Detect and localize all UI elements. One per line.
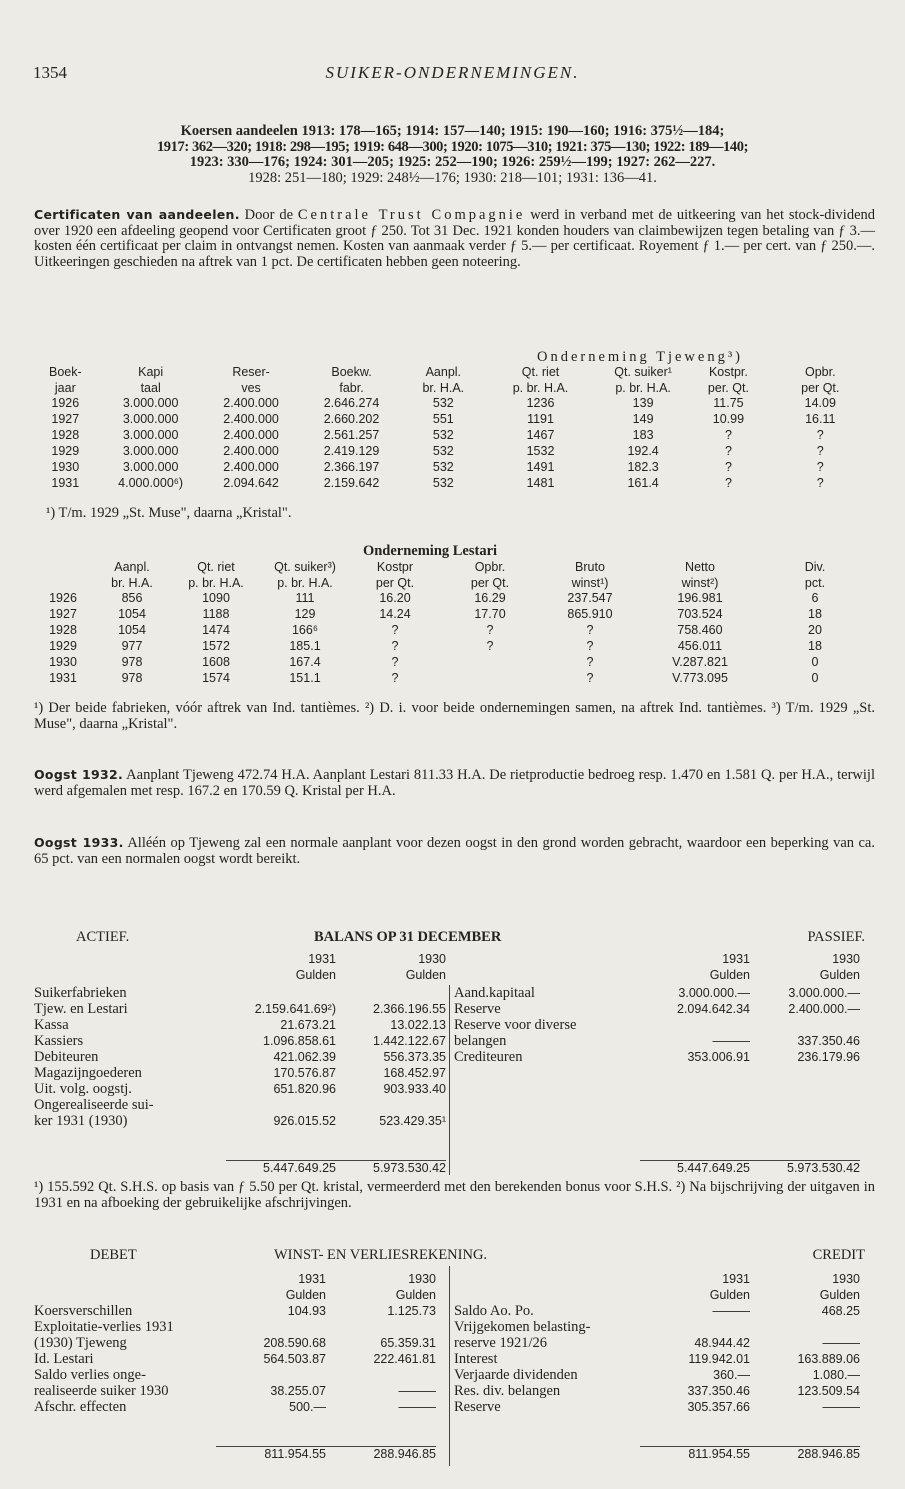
table1-header-row-2: jaar taal ves fabr. br. H.A. p. br. H.A. p. br. H.A. per. Qt. per Qt.: [54, 380, 840, 395]
oogst-1932-lead: Oogst 1932.: [34, 767, 124, 782]
table-cell: 139: [632, 396, 654, 411]
table-cell: 532: [432, 396, 454, 411]
table-cell: 2.094.642: [223, 476, 279, 491]
table-row: [34, 607, 870, 623]
winst-debet-label: DEBET: [90, 1247, 137, 1263]
table-row: [34, 655, 870, 671]
table-cell: 2.400.000: [223, 460, 279, 475]
table-cell: 161.4: [627, 476, 659, 491]
ledger-label: Debiteuren: [34, 1049, 99, 1066]
table2-body: [34, 591, 870, 687]
ledger-amount: ———: [398, 1400, 436, 1415]
ledger-label: Magazijngoederen: [34, 1065, 142, 1082]
oogst-1932-paragraph: Oogst 1932. Aanplant Tjeweng 472.74 H.A. Aanplant Lestari 811.33 H.A. De rietproductie bedroeg resp. 1.470 en 1.581 Q. per H.A., terwijl werd afgemalen met resp. 167.2 en 170.59 Q. Kristal per H.A.: [34, 767, 875, 799]
table-row: [34, 460, 870, 476]
balans-passief-label: PASSIEF.: [807, 929, 865, 945]
ledger-amount: 163.889.06: [797, 1352, 860, 1367]
ledger-label: Verjaarde dividenden: [454, 1367, 578, 1384]
ledger-label: belangen: [454, 1033, 507, 1050]
ledger-amount: 2.400.000.—: [788, 1002, 860, 1017]
winst-left-colheads: 1931 1930 Gulden Gulden: [285, 1272, 436, 1302]
table-cell: ?: [586, 639, 594, 654]
ledger-amount: 21.673.21: [280, 1018, 336, 1033]
ledger-row: [454, 1002, 860, 1018]
table-cell: 2.159.642: [323, 476, 380, 491]
ledger-row: [34, 1320, 436, 1336]
ledger-row: [34, 1082, 446, 1098]
table-cell: 167.4: [289, 655, 321, 670]
table-cell: 2.400.000: [223, 428, 279, 443]
table-cell: 1926: [51, 396, 80, 411]
ledger-row: [454, 1400, 860, 1416]
table-cell: 1054: [118, 607, 146, 622]
table-cell: ?: [586, 655, 594, 670]
ledger-amount: 2.159.641.69²): [254, 1002, 336, 1017]
table-cell: ?: [816, 460, 824, 475]
table-cell: 14.24: [379, 607, 411, 622]
winst-divider: [449, 1266, 450, 1466]
ledger-amount: 208.590.68: [263, 1336, 326, 1351]
certificaten-company: Centrale Trust Compagnie: [297, 207, 526, 223]
ledger-amount: [640, 1018, 750, 1034]
ledger-row: [454, 1018, 860, 1034]
table-cell: 237.547: [567, 591, 613, 606]
table-cell: 1574: [202, 671, 230, 686]
table1-header-row-1: Boek- Kapi Reser- Boekw. Aanpl. Qt. riet Qt. suiker¹ Kostpr. Opbr.: [48, 365, 836, 379]
table-cell: 1930: [51, 460, 80, 475]
ledger-label: Suikerfabrieken: [34, 985, 127, 1002]
ledger-label: Afschr. effecten: [34, 1399, 127, 1416]
table-row: [34, 444, 870, 460]
running-title: SUIKER-ONDERNEMINGEN.: [325, 63, 580, 82]
table-cell: 129: [294, 607, 316, 622]
table-cell: 149: [632, 412, 654, 427]
ledger-label: Interest: [454, 1351, 498, 1368]
table-cell: 2.646.274: [323, 396, 380, 411]
table2-header-row-2: br. H.A. p. br. H.A. p. br. H.A. per Qt. per Qt. winst¹) winst²) pct.: [111, 575, 826, 590]
balans-actief-table: [34, 986, 446, 1130]
table-row: [34, 476, 870, 492]
ledger-amount: 1.442.122.67: [373, 1034, 446, 1049]
ledger-amount: [226, 986, 336, 1002]
ledger-amount: ———: [822, 1400, 860, 1415]
page-number: 1354: [33, 63, 67, 82]
ledger-amount: [750, 1018, 860, 1034]
table-cell: 111: [295, 591, 315, 606]
ledger-amount: 38.255.07: [270, 1384, 326, 1399]
ledger-row: [34, 1098, 446, 1114]
table-cell: 185.1: [289, 639, 321, 654]
ledger-row: [454, 1352, 860, 1368]
koersen-block: [28, 124, 877, 186]
table-cell: ?: [816, 428, 824, 443]
ledger-amount: [640, 1320, 750, 1336]
balans-left-totals: 5.447.649.25 5.973.530.42: [226, 1160, 446, 1177]
ledger-row: [454, 1304, 860, 1320]
ledger-amount: 564.503.87: [263, 1352, 326, 1367]
table-cell: ?: [724, 460, 732, 475]
ledger-amount: 1.096.858.61: [263, 1034, 336, 1049]
ledger-amount: 2.366.196.55: [373, 1002, 446, 1017]
balans-heading: [34, 930, 865, 948]
ledger-row: [454, 1336, 860, 1352]
table1-footnote: ¹) T/m. 1929 „St. Muse", daarna „Kristal".: [46, 505, 292, 521]
balans-left-colheads: 1931 1930 Gulden Gulden: [295, 952, 446, 982]
ledger-row: [34, 1304, 436, 1320]
ledger-row: [34, 1050, 446, 1066]
table-cell: ?: [486, 623, 494, 638]
table-cell: 4.000.000⁶): [118, 476, 184, 491]
ledger-amount: [326, 1368, 436, 1384]
winst-heading: [34, 1248, 865, 1266]
table-cell: 703.524: [677, 607, 723, 622]
table-cell: 758.460: [677, 623, 723, 638]
table2-title: Onderneming Lestari: [362, 543, 498, 559]
table-cell: 1054: [118, 623, 146, 638]
balans-right-colheads: 1931 1930 Gulden Gulden: [709, 952, 860, 982]
ledger-amount: 2.094.642.34: [677, 1002, 750, 1017]
table-cell: 1236: [526, 396, 555, 411]
table-cell: 18: [808, 607, 822, 622]
ledger-amount: 337.350.46: [797, 1034, 860, 1049]
winst-debet-table: [34, 1304, 436, 1416]
table-cell: 2.660.202: [323, 412, 380, 427]
ledger-row: [454, 986, 860, 1002]
ledger-amount: ———: [398, 1384, 436, 1399]
ledger-amount: 168.452.97: [383, 1066, 446, 1081]
ledger-label: (1930) Tjeweng: [34, 1335, 127, 1352]
certificaten-paragraph: Certificaten van aandeelen. Door de Centrale Trust Compagnie werd in verband met de uitkeering van het stock-dividend over 1920 een afdeeling geopend voor Certificaten groot ƒ 250. Tot 31 Dec. 1921 konden houders van claimbewijzen tegen betaling van ƒ 3.— kosten één certificaat per claim in ontvangst nemen. Kosten van aanmaak verder ƒ 5.— per certificaat. Royement ƒ 1.— per cert. van ƒ 250.—. Uitkeeringen geschieden na aftrek van 1 pct. De certificaten hebben geen noteering.: [34, 207, 876, 270]
ledger-label: Saldo verlies onge-: [34, 1367, 146, 1384]
table-cell: 1931: [49, 671, 77, 686]
table-cell: 166⁶: [291, 623, 318, 638]
table-cell: [440, 655, 540, 671]
table-cell: 192.4: [627, 444, 659, 459]
table-cell: 1929: [49, 639, 77, 654]
winst-credit-label: CREDIT: [812, 1247, 865, 1263]
winst-credit-table: [454, 1304, 860, 1416]
table-cell: 151.1: [289, 671, 321, 686]
winst-right-totals: 811.954.55 288.946.85: [640, 1446, 860, 1463]
table-cell: 2.561.257: [323, 428, 380, 443]
table-cell: 1928: [51, 428, 80, 443]
ledger-row: [34, 1336, 436, 1352]
table1-body: [34, 396, 870, 492]
ledger-label: Aand.kapitaal: [454, 985, 535, 1002]
ledger-amount: 123.509.54: [797, 1384, 860, 1399]
table-cell: ?: [724, 444, 732, 459]
ledger-amount: 236.179.96: [797, 1050, 860, 1065]
balans-actief-label: ACTIEF.: [76, 929, 130, 945]
table2-footnote: ¹) Der beide fabrieken, vóór aftrek van Ind. tantièmes. ²) D. i. voor beide ondernemingen samen, na aftrek Ind. tantièmes. ³) T/m. 1929 „St. Muse", daarna „Kristal".: [34, 700, 875, 732]
table-cell: 10.99: [712, 412, 745, 427]
winst-right-colheads: 1931 1930 Gulden Gulden: [709, 1272, 860, 1302]
table-row: [34, 591, 870, 607]
ledger-row: [34, 1034, 446, 1050]
table-cell: ?: [391, 623, 399, 638]
table-cell: 6: [811, 591, 819, 606]
table-cell: V.773.095: [672, 671, 728, 686]
ledger-amount: [336, 1098, 446, 1114]
koersen-line-2: 1917: 362—320; 1918: 298—195; 1919: 648—300; 1920: 1075—310; 1921: 375—130; 1922: 189—140;: [156, 138, 749, 155]
ledger-row: [34, 1002, 446, 1018]
ledger-amount: 337.350.46: [687, 1384, 750, 1399]
balans-footnote: ¹) 155.592 Qt. S.H.S. op basis van ƒ 5.50 per Qt. kristal, vermeerderd met den berekenden bonus voor S.H.S. ²) Na bijschrijving der uitgaven in 1931 en na afboeking der gebruikelijke afschrijvingen.: [34, 1179, 875, 1211]
table-cell: 18: [808, 639, 822, 654]
ledger-row: [34, 1352, 436, 1368]
table-cell: ?: [724, 476, 732, 491]
ledger-amount: 170.576.87: [273, 1066, 336, 1081]
ledger-amount: 903.933.40: [383, 1082, 446, 1097]
ledger-row: [34, 1368, 436, 1384]
table-cell: 17.70: [474, 607, 506, 622]
table-row: [34, 428, 870, 444]
ledger-label: Crediteuren: [454, 1049, 523, 1066]
ledger-label: reserve 1921/26: [454, 1335, 548, 1352]
ledger-label: Ongerealiseerde sui-: [34, 1097, 154, 1114]
table-cell: ?: [724, 428, 732, 443]
ledger-label: ker 1931 (1930): [34, 1113, 128, 1130]
table-cell: ?: [586, 671, 594, 686]
table-cell: 1191: [527, 412, 554, 427]
table-cell: 16.29: [474, 591, 506, 606]
table-cell: 3.000.000: [122, 444, 179, 459]
table-cell: 865.910: [567, 607, 613, 622]
ledger-amount: 1.125.73: [387, 1304, 436, 1319]
table-cell: 183: [632, 428, 654, 443]
table-cell: 532: [432, 460, 454, 475]
ledger-amount: 353.006.91: [687, 1050, 750, 1065]
ledger-amount: 926.015.52: [273, 1114, 336, 1129]
table-cell: 1474: [202, 623, 230, 638]
oogst-1933-paragraph: Oogst 1933. Alléén op Tjeweng zal een normale aanplant voor dezen oogst in den grond worden gebracht, waardoor een beperking van ca. 65 pct. van een normalen oogst wordt bereikt.: [34, 835, 875, 867]
ledger-amount: 1.080.—: [812, 1368, 860, 1383]
ledger-amount: 523.429.35¹: [379, 1114, 446, 1129]
table-cell: 1608: [202, 655, 230, 670]
ledger-amount: [336, 986, 446, 1002]
tjeweng-table: [34, 365, 870, 492]
table-cell: ?: [391, 655, 399, 670]
balans-title: BALANS OP 31 DECEMBER: [314, 929, 502, 945]
ledger-label: Kassiers: [34, 1033, 84, 1050]
table-cell: 2.419.129: [323, 444, 380, 459]
table-cell: 1927: [49, 607, 77, 622]
ledger-amount: 500.—: [289, 1400, 326, 1415]
ledger-label: Reserve: [454, 1001, 501, 1018]
table-cell: ?: [816, 476, 824, 491]
table-cell: 16.20: [379, 591, 411, 606]
table-cell: 456.011: [677, 639, 723, 654]
table-cell: 20: [808, 623, 822, 638]
ledger-row: [34, 1066, 446, 1082]
ledger-amount: 13.022.13: [390, 1018, 446, 1033]
table-row: [34, 623, 870, 639]
table-cell: 551: [432, 412, 454, 427]
ledger-label: Id. Lestari: [34, 1351, 94, 1368]
ledger-amount: 3.000.000.—: [788, 986, 860, 1001]
table-cell: 3.000.000: [122, 412, 179, 427]
table-cell: 1927: [51, 412, 80, 427]
ledger-amount: ———: [712, 1034, 750, 1049]
table-cell: 3.000.000: [122, 428, 179, 443]
table-cell: 16.11: [805, 412, 836, 427]
table-cell: 1467: [526, 428, 555, 443]
ledger-row: [34, 1400, 436, 1416]
ledger-amount: 3.000.000.—: [678, 986, 750, 1001]
table-cell: 3.000.000: [122, 460, 179, 475]
table-cell: 1491: [526, 460, 555, 475]
table-cell: V.287.821: [672, 655, 728, 670]
certificaten-lead: Certificaten van aandeelen.: [34, 207, 240, 222]
table-cell: 0: [811, 671, 819, 686]
ledger-amount: 65.359.31: [380, 1336, 436, 1351]
lestari-table: [34, 560, 870, 687]
table-cell: 532: [432, 476, 454, 491]
table-cell: 0: [811, 655, 819, 670]
table-cell: 2.400.000: [223, 444, 279, 459]
table-cell: 1481: [526, 476, 555, 491]
ledger-amount: ———: [712, 1304, 750, 1319]
ledger-label: Reserve: [454, 1399, 501, 1416]
ledger-row: [34, 1018, 446, 1034]
table-cell: ?: [391, 639, 399, 654]
ledger-row: [34, 1384, 436, 1400]
ledger-label: Exploitatie-verlies 1931: [34, 1319, 174, 1336]
ledger-amount: 48.944.42: [694, 1336, 750, 1351]
balans-passief-table: [454, 986, 860, 1066]
ledger-row: [454, 1384, 860, 1400]
ledger-label: Kassa: [34, 1017, 69, 1034]
ledger-row: [454, 1368, 860, 1384]
table-cell: ?: [391, 671, 399, 686]
ledger-amount: 421.062.39: [273, 1050, 336, 1065]
table-cell: 3.000.000: [122, 396, 179, 411]
ledger-label: Reserve voor diverse: [454, 1017, 577, 1034]
ledger-row: [454, 1050, 860, 1066]
ledger-amount: [326, 1320, 436, 1336]
ledger-row: [454, 1320, 860, 1336]
table-cell: 2.400.000: [223, 396, 279, 411]
ledger-amount: 119.942.01: [688, 1352, 750, 1367]
table-row: [34, 412, 870, 428]
ledger-amount: ———: [822, 1336, 860, 1351]
ledger-label: realiseerde suiker 1930: [34, 1383, 169, 1400]
table-cell: 532: [432, 444, 454, 459]
ledger-row: [454, 1034, 860, 1050]
oogst-1933-lead: Oogst 1933.: [34, 835, 124, 850]
table-cell: 1090: [202, 591, 230, 606]
table-cell: [440, 671, 540, 687]
table-cell: 2.400.000: [223, 412, 279, 427]
table-row: [34, 671, 870, 687]
ledger-amount: [750, 1320, 860, 1336]
table-row: [34, 396, 870, 412]
ledger-amount: 468.25: [821, 1304, 860, 1319]
ledger-amount: 360.—: [713, 1368, 750, 1383]
table1-title: Onderneming Tjeweng³): [537, 349, 743, 365]
table-cell: 196.981: [677, 591, 723, 606]
ledger-label: Tjew. en Lestari: [34, 1001, 128, 1018]
winst-title: WINST- EN VERLIESREKENING.: [274, 1247, 488, 1263]
table-cell: 1929: [51, 444, 80, 459]
koersen-line-3: 1923: 330—176; 1924: 301—205; 1925: 252—190; 1926: 259½—199; 1927: 262—227.: [189, 154, 716, 170]
ledger-label: Res. div. belangen: [454, 1383, 561, 1400]
table-cell: 532: [432, 428, 454, 443]
ledger-amount: 222.461.81: [373, 1352, 436, 1367]
ledger-amount: [216, 1368, 326, 1384]
table-cell: 1188: [202, 607, 230, 622]
table-cell: 2.366.197: [323, 460, 380, 475]
ledger-label: Vrijgekomen belasting-: [454, 1319, 591, 1336]
table-cell: 856: [121, 591, 143, 606]
ledger-label: Uit. volg. oogstj.: [34, 1081, 132, 1098]
ledger-label: Saldo Ao. Po.: [454, 1303, 534, 1320]
table-cell: 978: [121, 655, 143, 670]
table-cell: ?: [486, 639, 494, 654]
ledger-amount: [226, 1098, 336, 1114]
koersen-line-4: 1928: 251—180; 1929: 248½—176; 1930: 218—101; 1931: 136—41.: [248, 169, 657, 186]
ledger-row: [34, 986, 446, 1002]
ledger-amount: [216, 1320, 326, 1336]
table-cell: 182.3: [627, 460, 659, 475]
table2-header-row-1: Aanpl. Qt. riet Qt. suiker³) Kostpr Opbr. Bruto Netto Div.: [114, 560, 826, 574]
page-header: [30, 65, 875, 87]
table-row: [34, 639, 870, 655]
table-cell: 978: [121, 671, 143, 686]
table-cell: 1572: [202, 639, 230, 654]
table-cell: ?: [586, 623, 594, 638]
table-cell: 14.09: [804, 396, 836, 411]
koersen-line-1: Koersen aandeelen 1913: 178—165; 1914: 157—140; 1915: 190—160; 1916: 375½—184;: [180, 123, 725, 139]
ledger-amount: 556.373.35: [383, 1050, 446, 1065]
ledger-label: Koersverschillen: [34, 1303, 133, 1320]
table-cell: ?: [816, 444, 824, 459]
ledger-row: [34, 1114, 446, 1130]
koersen-lead: Koersen aandeelen: [180, 123, 298, 139]
balans-divider: [449, 985, 450, 1175]
table-cell: 11.75: [713, 396, 744, 411]
table-cell: 1931: [51, 476, 80, 491]
ledger-amount: 651.820.96: [273, 1082, 336, 1097]
table-cell: 1926: [49, 591, 77, 606]
table-cell: 1930: [49, 655, 77, 670]
winst-left-totals: 811.954.55 288.946.85: [216, 1446, 436, 1463]
ledger-amount: 104.93: [287, 1304, 326, 1319]
balans-right-totals: 5.447.649.25 5.973.530.42: [640, 1160, 860, 1177]
table-cell: 977: [121, 639, 143, 654]
table-cell: 1532: [526, 444, 555, 459]
ledger-amount: 305.357.66: [687, 1400, 750, 1415]
table-cell: 1928: [49, 623, 77, 638]
